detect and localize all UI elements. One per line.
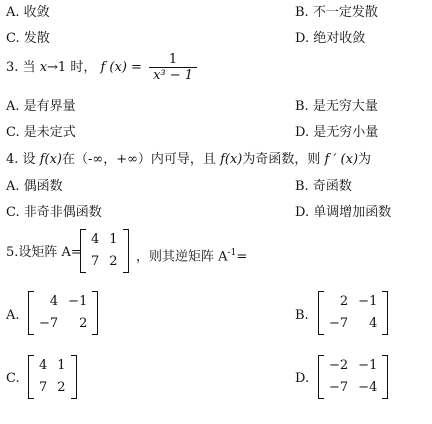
matrix-cell: 4 [49,294,59,309]
q5-option-c-label[interactable]: C. [6,371,20,386]
q5-suffix [136,244,247,266]
matrix-cell: 4 [369,316,378,331]
matrix-right-bracket [71,355,77,399]
matrix-left-bracket [318,355,324,399]
q5-prefix: 5.设矩阵 A= [6,245,82,260]
q4-option-b[interactable]: B. 奇函数 [295,179,352,194]
matrix-left-bracket [28,291,34,335]
q3-var-x: x [39,60,48,75]
q5-option-a-matrix[interactable] [28,291,98,335]
matrix-cell: −1 [358,294,378,309]
matrix-table [324,291,382,335]
q5-option-d-matrix[interactable] [318,355,388,399]
matrix-cell: −1 [358,358,378,373]
matrix-cell: −2 [329,358,349,373]
matrix-cell: 2 [339,294,349,309]
q3-fraction-numerator: 1 [149,52,197,68]
q5-option-a-label[interactable]: A. [6,308,20,323]
q4-fx2: f(x) [220,152,243,167]
matrix-cell: 2 [109,254,118,269]
q5-matrix-a [80,229,129,273]
matrix-cell: −7 [39,316,59,331]
q4-option-c[interactable]: C. 非奇非偶函数 [6,205,102,220]
q3-fraction [149,52,197,83]
matrix-cell: 2 [79,316,88,331]
q5-option-c-matrix[interactable] [28,355,77,399]
q5-option-d-label[interactable]: D. [295,371,310,386]
q4-option-d[interactable]: D. 单调增加函数 [295,205,392,220]
q4-option-a[interactable]: A. 偶函数 [6,179,63,194]
q3-fraction-denominator: x³ − 1 [153,68,194,83]
q4-fprime: f ′ (x) [324,152,359,167]
q3-option-c[interactable]: C. 是未定式 [6,125,76,140]
matrix-cell: 4 [39,358,48,373]
matrix-right-bracket [382,355,388,399]
q3-option-d[interactable]: D. 是无穷小量 [295,125,379,140]
matrix-left-bracket [80,229,86,273]
q5-superscript: -1 [227,248,237,258]
q2-option-a[interactable]: A. 收敛 [6,5,50,20]
matrix-left-bracket [318,291,324,335]
q4-fx: f(x) [39,152,62,167]
matrix-cell: 1 [109,232,118,247]
q3-arrow: →1 时， [47,60,97,75]
matrix-table [34,291,92,335]
matrix-cell: 2 [57,380,66,395]
matrix-cell: 7 [91,254,100,269]
q4-prefix: 4. 设 [6,152,36,167]
matrix-table [324,355,382,399]
q4-suffix: 为 [358,152,372,167]
q3-stem [6,52,197,84]
q4-mid2: 为奇函数，则 [242,152,321,167]
q5-eq: = [236,249,248,265]
matrix-cell: 1 [57,358,66,373]
matrix-table [86,229,123,273]
q3-prefix: 3. 当 [6,60,36,75]
q2-option-d[interactable]: D. 绝对收敛 [295,31,366,46]
q4-stem [6,151,371,169]
q2-option-b[interactable]: B. 不一定发散 [295,5,378,20]
q3-func: f (x) = [100,60,142,75]
q5-option-b-matrix[interactable] [318,291,388,335]
matrix-cell: 4 [91,232,100,247]
matrix-left-bracket [28,355,34,399]
matrix-cell: −7 [329,316,349,331]
matrix-cell: −1 [68,294,88,309]
matrix-right-bracket [382,291,388,335]
matrix-right-bracket [123,229,129,273]
matrix-right-bracket [92,291,98,335]
q4-mid: 在（-∞，+∞）内可导，且 [61,152,216,167]
q5-option-b-label[interactable]: B. [295,308,309,323]
matrix-cell: −7 [329,380,349,395]
q2-option-c[interactable]: C. 发散 [6,31,50,46]
matrix-table [34,355,71,399]
q5-suffix-text: ，则其逆矩阵 A [136,249,228,265]
q3-option-a[interactable]: A. 是有界量 [6,99,76,114]
matrix-cell: 7 [39,380,48,395]
matrix-cell: −4 [358,380,378,395]
q3-option-b[interactable]: B. 是无穷大量 [295,99,378,114]
